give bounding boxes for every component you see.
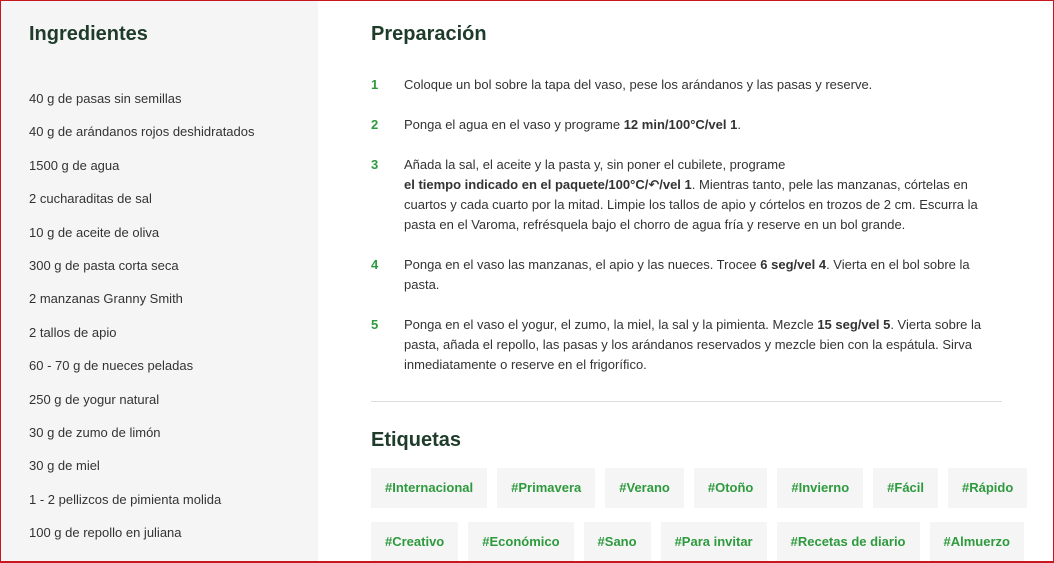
tag-link[interactable]: #Verano — [605, 468, 684, 508]
ingredient-item: 300 g de pasta corta seca — [29, 257, 179, 273]
preparation-title: Preparación — [371, 23, 487, 45]
ingredient-item: 250 g de yogur natural — [29, 391, 160, 407]
ingredient-item: 30 g de miel — [29, 458, 100, 474]
ingredient-item: 100 g de repollo en juliana — [29, 525, 182, 541]
tags-list — [371, 468, 1014, 563]
ingredient-item: 2 cucharaditas de sal — [29, 191, 152, 207]
tag-link[interactable]: #Invierno — [777, 468, 863, 508]
reverse-icon: ↶ — [648, 177, 660, 192]
ingredient-item: 60 - 70 g de nueces peladas — [29, 358, 194, 374]
tag-row — [371, 468, 1014, 508]
preparation-step — [371, 155, 1003, 235]
step-number: 2 — [371, 117, 379, 132]
step-fragment: . — [737, 117, 741, 132]
tag-row — [371, 522, 1011, 562]
tag-link[interactable]: #Creativo — [371, 522, 458, 562]
step-text — [404, 155, 1000, 235]
preparation-step — [371, 315, 1003, 375]
step-text — [404, 315, 1000, 375]
ingredient-item: 1 - 2 pellizcos de pimienta molida — [29, 491, 222, 507]
step-fragment: Añada la sal, el aceite y la pasta y, sin poner el cubilete, programe — [404, 157, 786, 172]
tag-link[interactable]: #Para invitar — [661, 522, 767, 562]
step-text — [404, 255, 1000, 295]
preparation-step — [371, 255, 1003, 295]
tag-link[interactable]: #Rápido — [948, 468, 1027, 508]
step-fragment: Ponga en el vaso las manzanas, el apio y las nueces. Trocee — [404, 257, 761, 272]
ingredient-item: 30 g de zumo de limón — [29, 424, 161, 440]
ingredients-list — [29, 89, 255, 556]
step-number: 4 — [371, 257, 379, 272]
tag-link[interactable]: #Internacional — [371, 468, 487, 508]
ingredient-item: 10 g de aceite de oliva — [29, 224, 160, 240]
preparation-step — [371, 115, 1003, 135]
step-setting: 12 min/100°C/vel 1 — [623, 117, 738, 132]
tags-title: Etiquetas — [371, 429, 462, 451]
step-fragment: Coloque un bol sobre la tapa del vaso, pese los arándanos y las pasas y reserve. — [404, 77, 873, 92]
section-divider — [371, 401, 1002, 402]
tag-link[interactable]: #Primavera — [497, 468, 595, 508]
step-text — [404, 75, 1000, 95]
ingredients-panel — [1, 1, 318, 561]
step-setting: /vel 1 — [659, 177, 692, 192]
tag-link[interactable]: #Otoño — [694, 468, 768, 508]
step-fragment: Ponga en el vaso el yogur, el zumo, la miel, la sal y la pimienta. Mezcle — [404, 317, 818, 332]
ingredient-item: 2 tallos de apio — [29, 324, 117, 340]
step-fragment: . Vierta en el bol sobre la pasta. — [404, 257, 970, 292]
step-setting: 6 seg/vel 4 — [760, 257, 827, 272]
ingredient-item: 2 manzanas Granny Smith — [29, 291, 183, 307]
step-fragment: . Vierta sobre la pasta, añada el repollo, las pasas y los arándanos reservados y mezcle bien con la espátula. Sirva inmediatamente o reserve en el frigorífico. — [404, 317, 982, 372]
step-fragment: . Mientras tanto, pele las manzanas, córtelas en cuartos y cada cuarto por la mitad. Limpie los tallos de apio y córtelos en trozos de 2 cm. Escurra la pasta en el Varoma, refrésquela bajo el chorro de agua fría y reserve en un bol grande. — [404, 177, 978, 232]
ingredient-item: 1500 g de agua — [29, 157, 120, 173]
tag-link[interactable]: #Económico — [468, 522, 573, 562]
step-fragment: Ponga el agua en el vaso y programe — [404, 117, 624, 132]
tag-link[interactable]: #Fácil — [873, 468, 938, 508]
step-number: 5 — [371, 317, 379, 332]
preparation-steps — [371, 75, 1003, 395]
ingredient-item: 40 g de pasas sin semillas — [29, 91, 182, 106]
step-setting: el tiempo indicado en el paquete/100°C/ — [404, 177, 649, 192]
tag-link[interactable]: #Almuerzo — [930, 522, 1024, 562]
recipe-main — [371, 1, 1014, 561]
preparation-step — [371, 75, 1003, 95]
step-number: 3 — [371, 157, 379, 172]
ingredient-item: 40 g de arándanos rojos deshidratados — [29, 124, 255, 140]
ingredients-title: Ingredientes — [29, 23, 148, 45]
step-text — [404, 115, 1000, 135]
tag-link[interactable]: #Sano — [584, 522, 651, 562]
step-setting: 15 seg/vel 5 — [817, 317, 891, 332]
step-number: 1 — [371, 77, 379, 92]
tag-link[interactable]: #Recetas de diario — [777, 522, 920, 562]
